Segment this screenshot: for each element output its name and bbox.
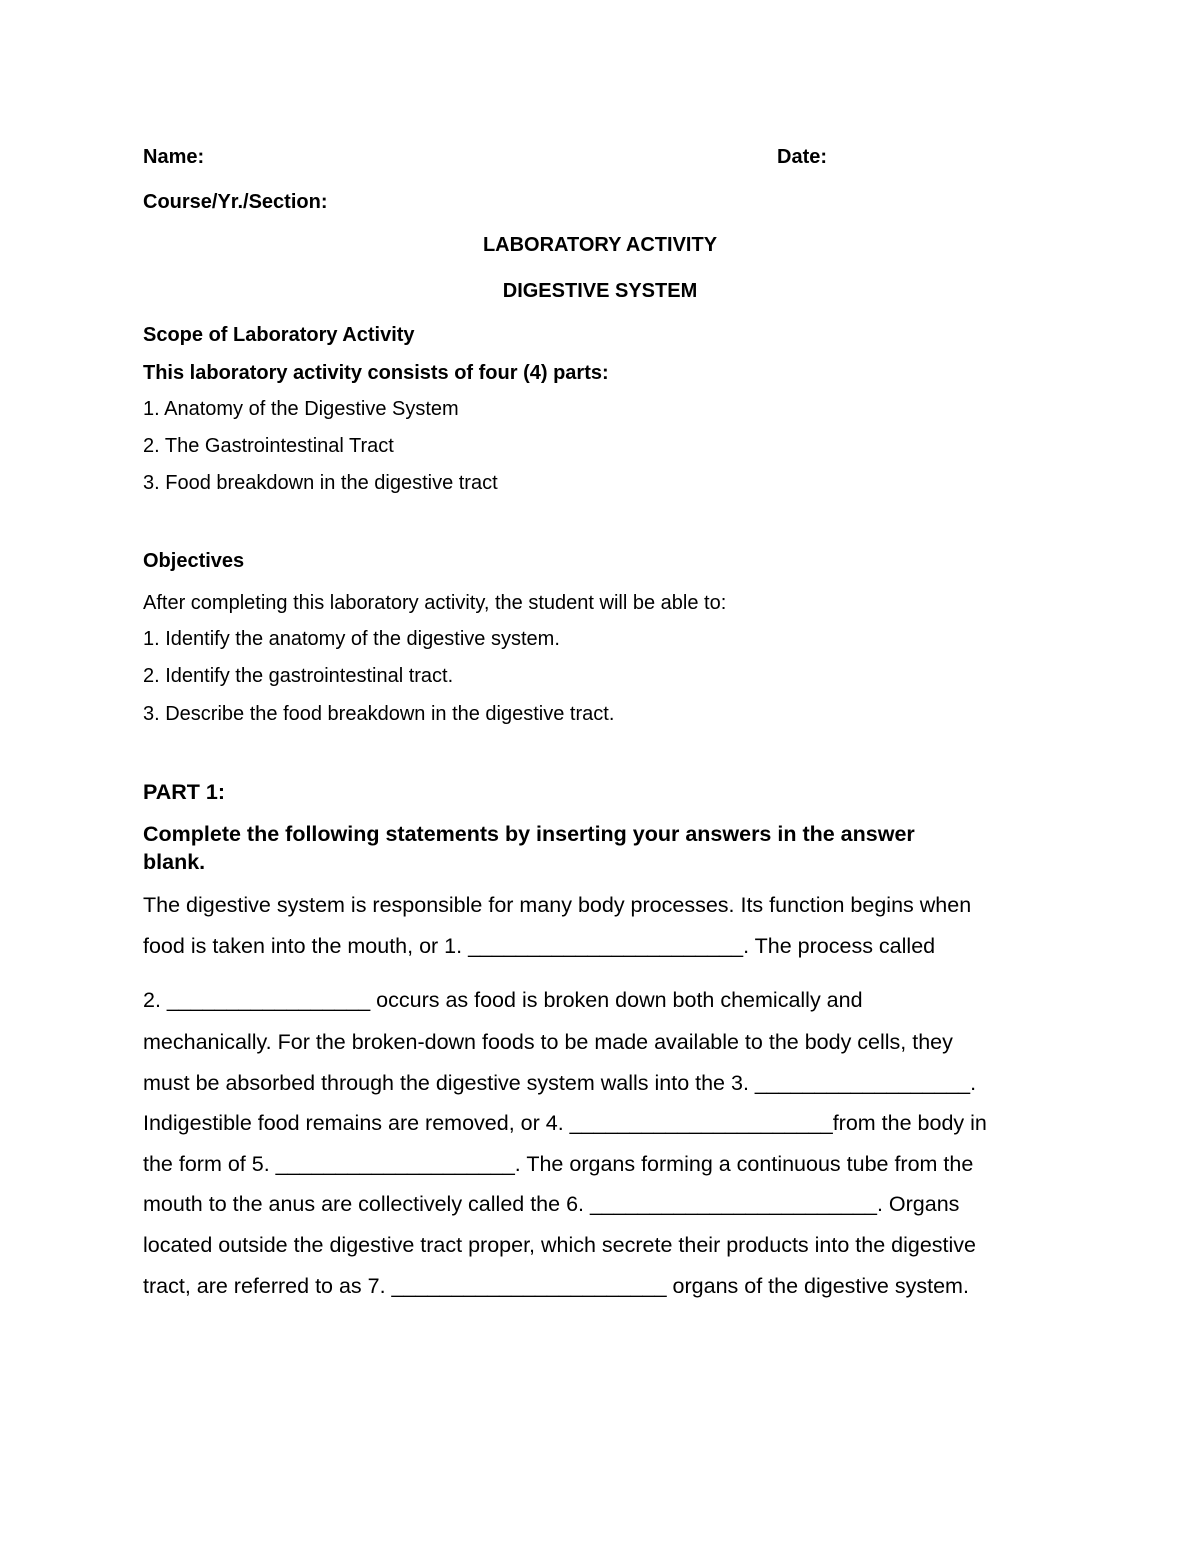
title-digestive-system: DIGESTIVE SYSTEM bbox=[502, 280, 698, 302]
scope-intro: This laboratory activity consists of four (4) parts: bbox=[143, 362, 609, 384]
name-label: Name: bbox=[143, 146, 205, 168]
paragraph-line: tract, are referred to as 7. _______________________ organs of the digestive system. bbox=[143, 1274, 969, 1298]
part1-heading: PART 1: bbox=[143, 780, 226, 804]
paragraph-line: 2. _________________ occurs as food is broken down both chemically and bbox=[143, 988, 863, 1012]
paragraph-line: must be absorbed through the digestive system walls into the 3. __________________. bbox=[143, 1071, 977, 1095]
objective-item: 1. Identify the anatomy of the digestive system. bbox=[143, 628, 560, 650]
paragraph-line: mechanically. For the broken-down foods to be made available to the body cells, they bbox=[143, 1030, 953, 1054]
scope-item: 3. Food breakdown in the digestive tract bbox=[143, 472, 498, 494]
paragraph-line: Indigestible food remains are removed, or 4. ______________________from the body in bbox=[143, 1111, 987, 1135]
scope-heading: Scope of Laboratory Activity bbox=[143, 324, 415, 346]
scope-item: 2. The Gastrointestinal Tract bbox=[143, 435, 394, 457]
part1-instruction-line1: Complete the following statements by inserting your answers in the answer bbox=[143, 822, 915, 846]
objective-item: 2. Identify the gastrointestinal tract. bbox=[143, 665, 454, 687]
paragraph-line: mouth to the anus are collectively called the 6. ________________________. Organs bbox=[143, 1192, 960, 1216]
date-label: Date: bbox=[777, 146, 828, 168]
objectives-heading: Objectives bbox=[143, 550, 245, 572]
paragraph-line: food is taken into the mouth, or 1. _______________________. The process called bbox=[143, 934, 936, 958]
objectives-intro: After completing this laboratory activity, the student will be able to: bbox=[143, 592, 727, 614]
paragraph-line: The digestive system is responsible for many body processes. Its function begins when bbox=[143, 893, 972, 917]
objective-item: 3. Describe the food breakdown in the digestive tract. bbox=[143, 703, 615, 725]
paragraph-line: located outside the digestive tract proper, which secrete their products into the digestive bbox=[143, 1233, 976, 1257]
part1-instruction-line2: blank. bbox=[143, 850, 206, 874]
title-laboratory-activity: LABORATORY ACTIVITY bbox=[482, 234, 718, 256]
scope-item: 1. Anatomy of the Digestive System bbox=[143, 398, 459, 420]
paragraph-line: the form of 5. ____________________. The organs forming a continuous tube from the bbox=[143, 1152, 974, 1176]
course-label: Course/Yr./Section: bbox=[143, 191, 328, 213]
